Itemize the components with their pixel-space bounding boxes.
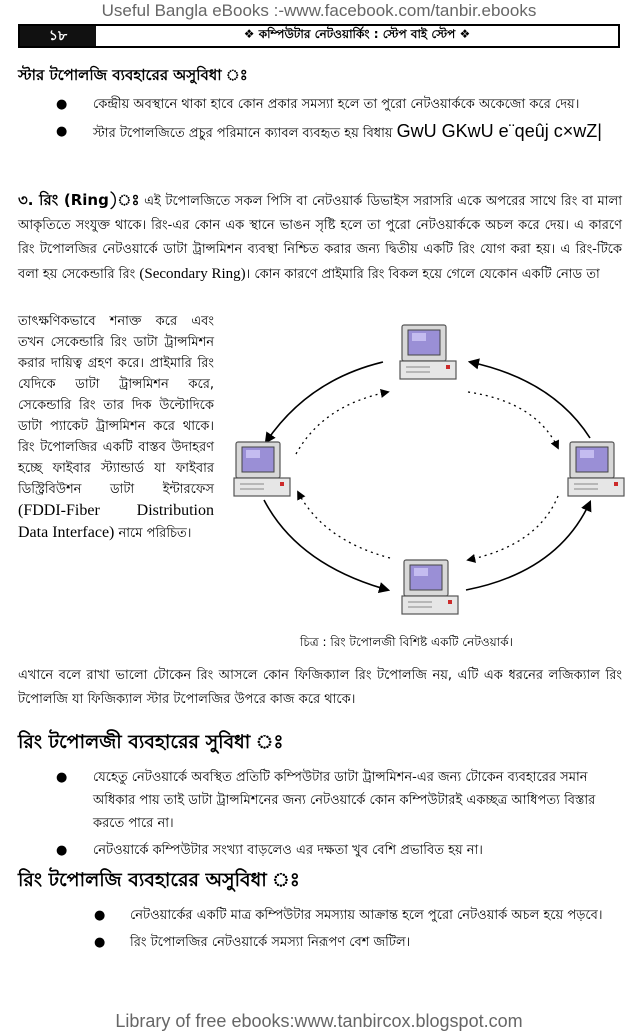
list-item: [18, 931, 622, 954]
ring-disadvantages-heading: রিং টপোলজি ব্যবহারের অসুবিধা ঃ: [18, 869, 300, 891]
garbled-latin-text: GwU GKwU e¨qeûj c×wZ|: [396, 121, 602, 141]
running-title: ❖ কম্পিউটার নেটওয়ার্কিং : স্টেপ বাই স্টেপ ❖: [243, 27, 471, 41]
arrow-icon: [470, 362, 590, 438]
bullet-text: স্টার টপোলজিতে প্রচুর পরিমানে ক্যাবল ব্যবহৃত হয় বিধায়: [93, 126, 393, 141]
arrow-icon: [468, 496, 558, 560]
arrow-icon: [468, 392, 558, 448]
bullet-dot-icon: ●: [56, 124, 68, 139]
ring-advantages-section: [18, 728, 622, 862]
computer-icon: [400, 325, 456, 379]
computer-icon: [402, 560, 458, 614]
computer-icon: [234, 442, 290, 496]
secondary-ring-term: (Secondary Ring): [139, 266, 246, 282]
ring-intro: এই টপোলজিতে সকল পিসি বা নেটওয়ার্ক ডিভাইস সরাসরি একে অপরের সাথে রিং বা মালা আকৃতিতে সংযুক্ত থাকে। রিং-এর কোন এক স্থানে ভাঙন সৃষ্টি হলে তা পুরো নেটওয়ার্ককে অচল করে দেয়। এ কারণে রিং টপোলজির নেটওয়ার্কে ডাটা ট্রান্সমিশন ব্যবস্থা নিশ্চিত করার জন্য দ্বিতীয় একটি রিং যোগ করা হয়। এ রিং-টিকে বলা হয় সেকেন্ডারি রিং: [18, 194, 622, 282]
ring-narrow-tail: নামে পরিচিত।: [118, 526, 192, 541]
page-number: ১৮: [20, 26, 96, 46]
arrow-icon: [298, 492, 390, 558]
list-item: [18, 120, 622, 145]
bullet-dot-icon: ●: [56, 770, 68, 785]
arrow-icon: [466, 502, 590, 590]
note-text: এখানে বলে রাখা ভালো টোকেন রিং আসলে কোন ফিজিক্যাল রিং টপোলজি নয়, এটি এক ধরনের লজিক্যাল রিং টপোলজি যা ফিজিক্যাল স্টার টপোলজির উপরে কাজ করে থাকে।: [18, 668, 622, 707]
bullet-text: নেটওয়ার্কের একটি মাত্র কম্পিউটার সমস্যায় আক্রান্ত হলে পুরো নেটওয়ার্ক অচল হয়ে পড়বে।: [130, 908, 603, 923]
bullet-dot-icon: ●: [56, 97, 68, 112]
computer-icon: [568, 442, 624, 496]
bullet-dot-icon: ●: [94, 908, 106, 923]
ring-label: ৩. রিং (Ring)ঃ: [18, 191, 140, 209]
list-item: [18, 839, 622, 862]
bullet-text: যেহেতু নেটওয়ার্কে অবস্থিত প্রতিটি কম্পিউটার ডাটা ট্রান্সমিশন-এর জন্য টোকেন ব্যবহারের সমান অধিকার পায় তাই ডাটা ট্রান্সমিশনের জন্য নেটওয়ার্কে কোন কম্পিউটারই একচ্ছত্র আধিপত্য বিস্তার করতে পারে না।: [93, 770, 596, 831]
ring-advantages-heading: রিং টপোলজী ব্যবহারের সুবিধা ঃ: [18, 731, 284, 753]
watermark-top: Useful Bangla eBooks :-www.facebook.com/tanbir.ebooks: [101, 1, 537, 20]
bullet-text: কেন্দ্রীয় অবস্থানে থাকা হাবে কোন প্রকার সমস্যা হলে তা পুরো নেটওয়ার্ককে অকেজো করে দেয়।: [93, 97, 580, 112]
ring-topology-figure: [228, 320, 632, 632]
arrow-icon: [296, 392, 388, 454]
bullet-text: রিং টপোলজির নেটওয়ার্কে সমস্যা নিরূপণ বেশ জটিল।: [130, 935, 411, 950]
figure-caption: চিত্র : রিং টপোলজী বিশিষ্ট একটি নেটওয়ার্ক।: [300, 635, 513, 649]
ring-narrow-column: [18, 311, 214, 544]
star-disadvantages-section: [18, 64, 622, 145]
bullet-dot-icon: ●: [56, 843, 68, 858]
bullet-dot-icon: ●: [94, 935, 106, 950]
page-header: [18, 24, 620, 48]
ring-narrow-text: তাৎক্ষণিকভাবে শনাক্ত করে এবং তখন সেকেন্ডারি রিং ডাটা ট্রান্সমিশন করার দায়িত্ব গ্রহণ করে। প্রাইমারি রিং যেদিকে ডাটা ট্রান্সমিশন করে, সেকেন্ডারি রিং তার দিক উল্টোদিকে ডাটা প্যাকেট ট্রান্সমিশন করে থাকে। রিং টপোলজির একটি বাস্তব উদাহরণ হচ্ছে ফাইবার স্ট্যান্ডার্ড যা ফাইবার ডিস্ট্রিবিউশন ডাটা ইন্টারফেস: [18, 314, 214, 497]
star-disadvantages-heading: স্টার টপোলজি ব্যবহারের অসুবিধা ঃ: [18, 66, 248, 84]
arrow-icon: [266, 362, 383, 442]
bullet-text: নেটওয়ার্কে কম্পিউটার সংখ্যা বাড়লেও এর দক্ষতা খুব বেশি প্রভাবিত হয় না।: [93, 843, 483, 858]
ring-intro-tail: । কোন কারণে প্রাইমারি রিং বিকল হয়ে গেলে যেকোন একটি নোড তা: [245, 267, 600, 282]
list-item: [18, 93, 622, 116]
list-item: [18, 904, 622, 927]
list-item: [18, 766, 622, 835]
watermark-bottom: Library of free ebooks:www.tanbircox.blogspot.com: [115, 1011, 523, 1031]
fddi-term: (FDDI-Fiber Distribution Data Interface): [18, 502, 214, 541]
ring-disadvantages-section: [18, 866, 622, 954]
ring-section: [18, 188, 622, 287]
arrow-icon: [264, 500, 388, 590]
token-ring-note: [18, 664, 622, 712]
